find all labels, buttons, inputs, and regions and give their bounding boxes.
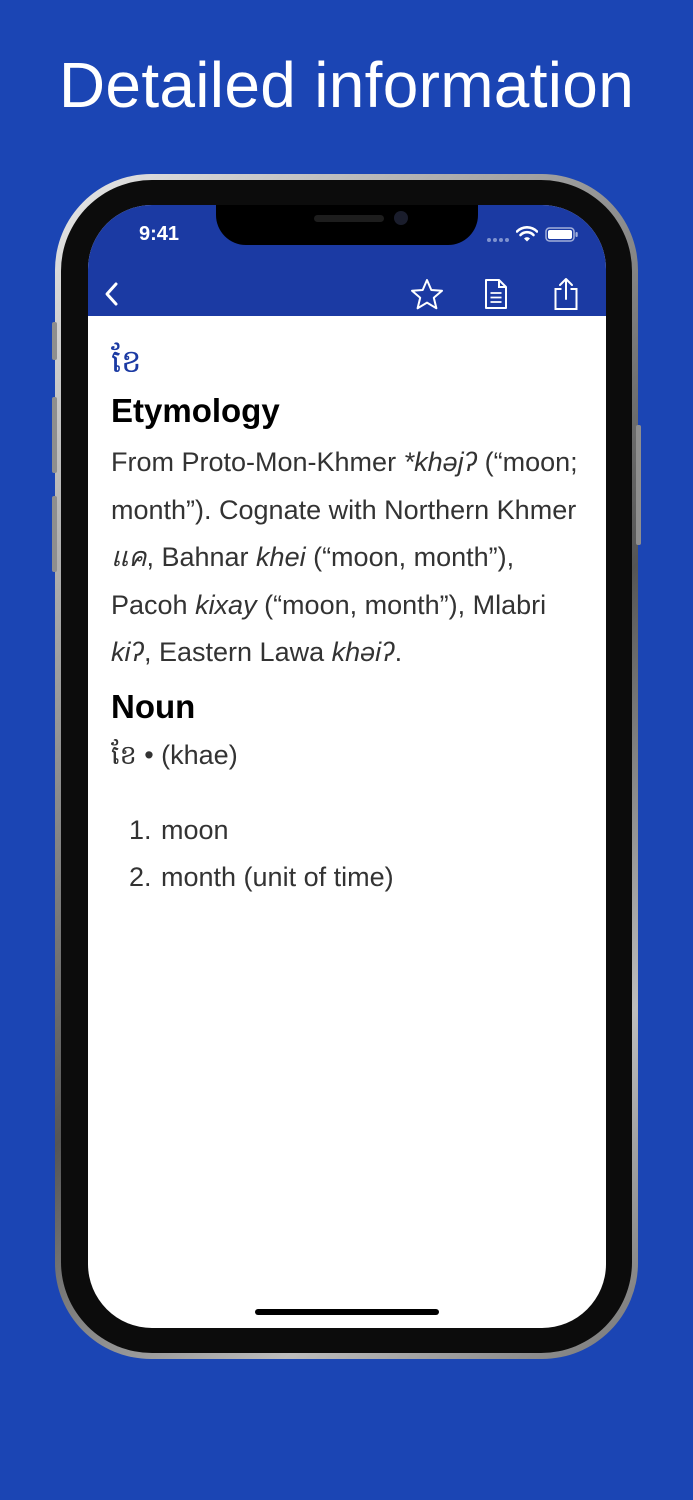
promo-headline: Detailed information bbox=[58, 49, 635, 121]
etymology-term: kiʔ bbox=[111, 637, 144, 667]
etymology-segment: (“moon, month”), Pacoh bbox=[111, 542, 515, 620]
wifi-icon bbox=[516, 226, 538, 242]
speaker bbox=[314, 215, 384, 222]
navigation-bar bbox=[88, 271, 606, 316]
signal-icon bbox=[486, 237, 510, 243]
notch bbox=[216, 205, 478, 245]
status-bar bbox=[88, 205, 606, 271]
headword-line: ខែ • (khae) bbox=[111, 739, 238, 770]
etymology-text bbox=[111, 439, 586, 677]
etymology-heading: Etymology bbox=[111, 392, 280, 429]
etymology-term: khei bbox=[256, 542, 306, 572]
document-icon[interactable] bbox=[480, 271, 512, 316]
share-icon[interactable] bbox=[550, 271, 582, 316]
power-button bbox=[636, 425, 641, 545]
home-indicator[interactable] bbox=[255, 1309, 439, 1315]
front-camera bbox=[394, 211, 408, 225]
etymology-segment: , Bahnar bbox=[146, 542, 257, 572]
etymology-segment: From Proto-Mon-Khmer bbox=[111, 447, 404, 477]
battery-icon bbox=[545, 227, 579, 242]
sense-item: 2. month (unit of time) bbox=[159, 854, 586, 902]
etymology-segment: . bbox=[394, 637, 403, 667]
sense-item: 1. moon bbox=[159, 807, 586, 855]
mute-switch bbox=[52, 322, 57, 360]
etymology-term: แค bbox=[111, 542, 147, 572]
etymology-term: kixay bbox=[195, 589, 257, 620]
etymology-segment: , Eastern Lawa bbox=[144, 637, 332, 667]
etymology-segment: (“moon; month”). Cognate with Northern Khmer bbox=[111, 447, 578, 525]
volume-up-button bbox=[52, 397, 57, 473]
chevron-left-icon[interactable] bbox=[98, 271, 126, 316]
entry-content bbox=[111, 316, 586, 902]
status-time: 9:41 bbox=[139, 223, 180, 245]
volume-down-button bbox=[52, 496, 57, 572]
part-of-speech-heading: Noun bbox=[111, 687, 196, 725]
star-outline-icon[interactable] bbox=[408, 271, 446, 316]
entry-word: ខែ bbox=[111, 342, 142, 380]
phone-screen bbox=[88, 205, 606, 1328]
etymology-term: khəiʔ bbox=[331, 637, 395, 667]
sense-list bbox=[111, 807, 586, 902]
etymology-segment: (“moon, month”), Mlabri bbox=[256, 589, 547, 620]
etymology-term: *khəjʔ bbox=[403, 447, 478, 477]
